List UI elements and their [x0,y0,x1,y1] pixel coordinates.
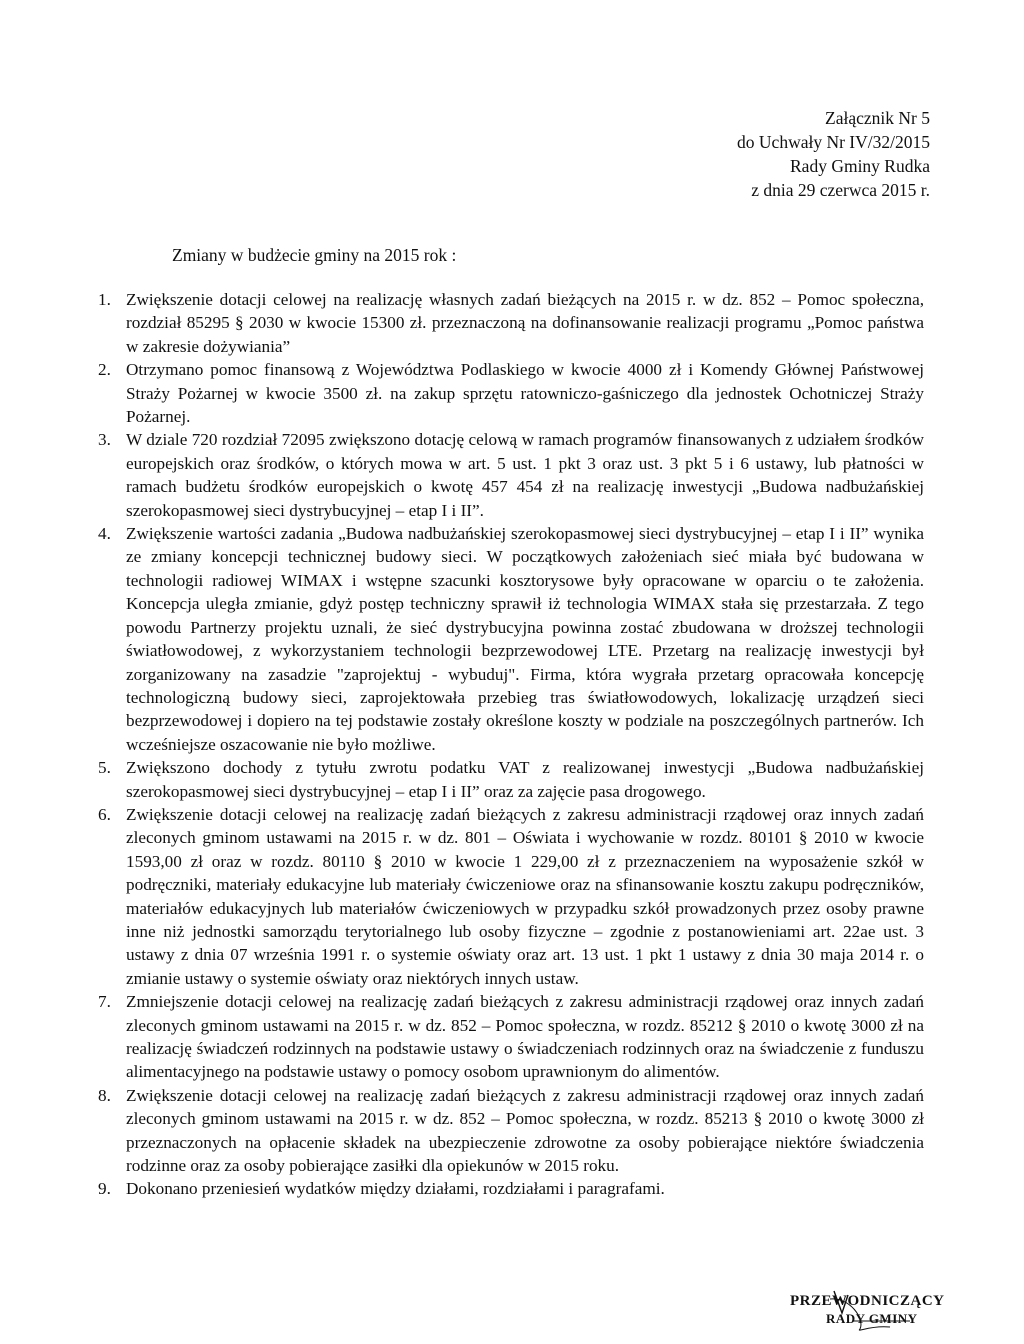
list-item-3 [98,428,924,522]
list-item-8 [98,1084,924,1178]
signature-title: PRZEWODNICZĄCY [790,1293,945,1309]
list-item-number: 4. [98,524,111,544]
header-line-2: do Uchwały Nr IV/32/2015 [737,132,930,152]
handwritten-signature-icon [790,1289,970,1335]
list-item-4 [98,522,924,756]
changes-list [98,288,924,1201]
header-line-1: Załącznik Nr 5 [825,108,930,128]
header-line-4: z dnia 29 czerwca 2015 r. [751,180,930,200]
list-item-6 [98,803,924,990]
list-item-text: Zwiększono dochody z tytułu zwrotu podatku VAT z realizowanej inwestycji „Budowa nadbużańskiej szerokopasmowej sieci dystrybucyjnej – etap I i II” oraz za zajęcie pasa drogowego. [126,758,924,801]
list-item-number: 6. [98,804,111,824]
list-item-number: 5. [98,758,111,778]
list-item-text: Zmniejszenie dotacji celowej na realizację zadań bieżących z zakresu administracji rządowej oraz innych zadań zleconych gminom ustawami na 2015 r. w dz. 852 – Pomoc społeczna, w rozdz. 85212 § 2010 o kwotę 3000 zł na realizację świadczeń rodzinnych na podstawie ustawy o świadczeniach rodzinnych oraz na świadczenie z funduszu alimentacyjnego na podstawie ustawy o pomocy osobom uprawnionym do alimentów. [126,992,924,1082]
list-item-text: Otrzymano pomoc finansową z Województwa Podlaskiego w kwocie 4000 zł i Komendy Głównej Państwowej Straży Pożarnej w kwocie 3500 zł. na zakup sprzętu ratowniczo-gaśniczego dla jednostek Ochotniczej Straży Pożarnej. [126,360,924,427]
list-item-2 [98,358,924,428]
list-item-number: 9. [98,1179,111,1199]
list-item-text: Zwiększenie dotacji celowej na realizację zadań bieżących z zakresu administracji rządowej oraz innych zadań zleconych gminom ustawami na 2015 r. w dz. 852 – Pomoc społeczna, w rozdz. 85213 § 2010 o kwotę 3000 zł przeznaczonych na opłacenie składek na ubezpieczenie zdrowotne za osoby pobierające niektóre świadczenia rodzinne oraz za osoby pobierające zasiłki dla opiekunów w 2015 roku. [126,1085,924,1176]
header-line-3: Rady Gminy Rudka [790,156,930,176]
signature-subtitle: RADY GMINY [826,1311,918,1326]
document-title: Zmiany w budżecie gminy na 2015 rok : [172,245,457,265]
signature-stamp [790,1289,970,1335]
list-item-5 [98,756,924,803]
list-item-text: Zwiększenie wartości zadania „Budowa nadbużańskiej szerokopasmowej sieci dystrybucyjnej – etap I i II” wynika ze zmiany koncepcji technicznej budowy sieci. W początkowych założeniach sieć miała być budowana w technologii radiowej WIMAX i wstępne szacunki kosztorysowe były opracowane w oparciu o te założenia. Koncepcja uległa zmianie, gdyż postęp techniczny sprawił iż technologia WIMAX stała się przestarzała. Z tego powodu Partnerzy projektu uznali, że sieć dystrybucyjna powinna zostać zbudowana w droższej technologii światłowodowej, z wykorzystaniem technologii bezprzewodowej LTE. Przetarg na realizację inwestycji był zorganizowany na zasadzie "zaprojektuj - wybuduj". Firma, która wygrała przetarg opracowała koncepcję technologiczną budowy sieci, zaprojektowała przebieg tras światłowodowych, lokalizację urządzeń sieci bezprzewodowej i dopiero na tej podstawie zostały określone koszty w podziale na poszczególnych partnerów. Ich wcześniejsze oszacowanie nie było możliwe. [126,524,924,754]
list-item-9 [98,1177,924,1200]
list-item-text: Zwiększenie dotacji celowej na realizację własnych zadań bieżących na 2015 r. w dz. 852 – Pomoc społeczna, rozdział 85295 § 2030 w kwocie 15300 zł. przeznaczoną na dofinansowanie realizacji programu „Pomoc państwa w zakresie dożywiania” [126,290,924,356]
list-item-text: Zwiększenie dotacji celowej na realizację zadań bieżących z zakresu administracji rządowej oraz innych zadań zleconych gminom ustawami na 2015 r. w dz. 801 – Oświata i wychowanie w rozdz. 80101 § 2010 w kwocie 1593,00 zł oraz w rozdz. 80110 § 2010 w kwocie 1 229,00 zł z przeznaczeniem na wyposażenie szkół w podręczniki, materiały edukacyjne lub materiały ćwiczeniowe oraz na sfinansowanie kosztu zakupu podręczników, materiałów edukacyjnych lub materiałów ćwiczeniowych w przypadku szkół prowadzonych przez osoby prawne inne niż jednostki samorządu terytorialnego lub osoby fizyczne – zgodnie z postanowieniami art. 22ae ust. 3 ustawy z dnia 07 września 1991 r. o systemie oświaty oraz art. 13 ust. 1 pkt 1 ustawy z dnia 30 maja 2014 r. o zmianie ustawy o systemie oświaty oraz niektórych innych ustaw. [126,804,924,988]
list-item-text: W dziale 720 rozdział 72095 zwiększono dotację celową w ramach programów finansowanych z udziałem środków europejskich oraz środków, o których mowa w art. 5 ust. 1 pkt 3 oraz ust. 3 pkt 5 i 6 ustawy, lub płatności w ramach budżetu środków europejskich o kwotę 457 454 zł na realizację inwestycji „Budowa nadbużańskiej szerokopasmowej sieci dystrybucyjnej – etap I i II”. [126,430,924,520]
list-item-number: 7. [98,992,111,1012]
list-item-7 [98,990,924,1084]
attachment-header [690,106,930,202]
list-item-text: Dokonano przeniesień wydatków między działami, rozdziałami i paragrafami. [126,1179,665,1199]
list-item-number: 8. [98,1085,111,1105]
list-item-1 [98,288,924,358]
list-item-number: 3. [98,430,111,450]
list-item-number: 2. [98,360,111,380]
list-item-number: 1. [98,290,111,309]
